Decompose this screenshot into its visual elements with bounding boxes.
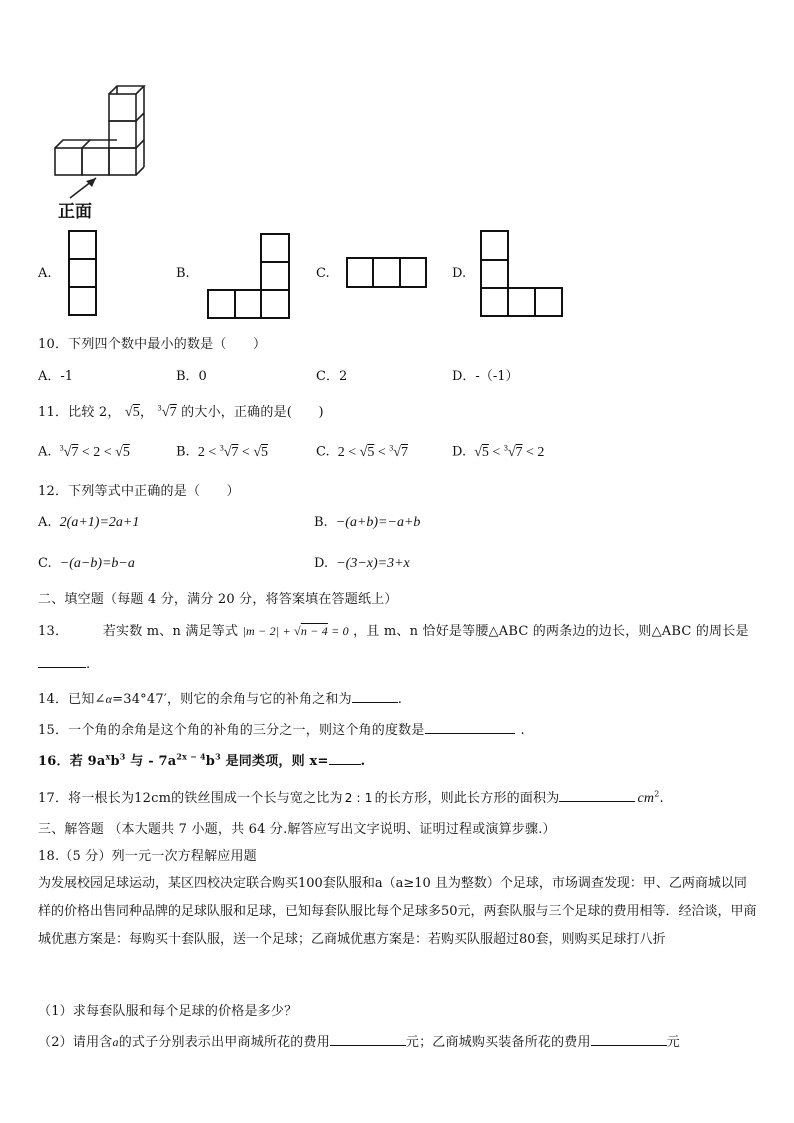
q12-option-d-label: D.	[314, 556, 329, 571]
q10-stem: 10．下列四个数中最小的数是（ ）	[38, 337, 267, 352]
q9-option-b-label: B.	[176, 266, 190, 281]
cube-stack-figure	[30, 80, 170, 225]
q10-option-d: D．-（-1）	[452, 369, 519, 384]
q18-sub2-text-d: 元	[666, 1035, 680, 1050]
q17-text-b: 的长方形，则此长方形的面积为	[374, 791, 560, 806]
q11-cbrt7: $^3$√7	[157, 403, 177, 420]
q9-option-a-label: A.	[38, 266, 52, 281]
q11-option-b-label: B.	[176, 444, 190, 460]
q16-line: 16．若 $9a^xb^3$ 与 - $7a^{2x - 4}b^3$ 是同类项，则 x= .	[38, 751, 366, 769]
q12-option-a-expr: 2(a+1)=2a+1	[59, 515, 140, 530]
q9-option-c-figure	[346, 257, 428, 289]
q16-text-d: b	[205, 754, 216, 769]
q14-answer-blank[interactable]	[352, 690, 398, 703]
q12-option-d-expr: −(3−x)=3+x	[336, 556, 410, 571]
q17-period: .	[659, 791, 664, 806]
q18-sub2-text-a: （2）请用含	[38, 1035, 113, 1050]
q12-option-d	[314, 556, 410, 572]
q12-option-b-expr: −(a+b)=−a+b	[335, 515, 421, 530]
q16-period: .	[360, 754, 366, 769]
q11-stem-prefix: 11．比较 2，	[38, 405, 121, 420]
q17-text-a: 17．将一根长为12cm的铁丝围成一个长与宽之比为	[38, 791, 343, 806]
q11-option-a-label: A.	[38, 444, 52, 460]
q11-option-d: D. √5 < $^3$√7 < 2	[452, 443, 545, 460]
q18-sub2-blank-a[interactable]	[330, 1033, 406, 1046]
q12-stem: 12．下列等式中正确的是（ ）	[38, 484, 240, 499]
q10-option-a: A．-1	[38, 369, 74, 384]
q18-title: 18.（5 分）列一元一次方程解应用题	[38, 849, 257, 864]
q12-option-b	[314, 515, 420, 531]
q14-line: 14．已知∠α=34°47′，则它的余角与它的补角之和为 .	[38, 692, 403, 707]
q13-text-a: 若实数 m、n 满足等式	[102, 624, 239, 639]
q9-option-c-label: C.	[316, 266, 330, 281]
q13-line	[38, 620, 749, 639]
section-3-heading: 三、解答题 （本大题共 7 小题，共 64 分.解答应写出文字说明、证明过程或演算步骤.）	[38, 822, 556, 837]
q16-text-c: 与 - 7a	[125, 754, 177, 769]
q18-body: 为发展校园足球运动，某区四校决定联合购买100套队服和a（a≥10 且为整数）个足球，市场调查发现：甲、乙两商城以同样的价格出售同种品牌的足球队服和足球，已知每套队服比每个足球多50元，两套队服与三个足球的费用相等．经洽谈，甲商城优惠方案是：每购买十套队服，送一个足球；乙商城优惠方案是：若购买队服超过80套，则购买足球打八折	[38, 876, 757, 947]
front-view-label: 正面	[58, 202, 92, 222]
q9-option-d-figure	[480, 230, 564, 318]
q16-text-a: 16．若 9a	[38, 754, 106, 769]
q14-text-b: =34°47′，则它的余角与它的补角之和为	[112, 692, 352, 707]
q9-option-b-figure	[207, 233, 291, 319]
q10-option-b: B．0	[176, 369, 207, 384]
q13-equation: |m − 2| + √n − 4 = 0	[242, 624, 349, 638]
q13-text-b: ，且 m、n 恰好是等腰△ABC 的两条边的边长，则△ABC 的周长是	[353, 624, 749, 639]
q11-stem: 11．比较 2， √5， $^3$√7 的大小，正确的是( )	[38, 403, 324, 420]
q12-option-c-expr: −(a−b)=b−a	[59, 556, 135, 571]
q18-sub2-blank-b[interactable]	[591, 1033, 667, 1046]
q13-answer-blank[interactable]	[38, 655, 86, 668]
q11-sqrt5: √5	[124, 405, 140, 420]
q13-period: .	[86, 657, 91, 672]
q17-answer-blank[interactable]	[559, 789, 635, 802]
q16-text-e: 是同类项，则 x=	[220, 754, 329, 769]
q17-unit: cm	[637, 791, 655, 806]
q15-line	[38, 719, 525, 738]
q11-stem-suffix: 的大小，正确的是( )	[181, 405, 324, 420]
q11-option-c-label: C.	[316, 444, 330, 460]
q11-option-a: A. $^3$√7 < 2 < √5	[38, 443, 130, 460]
q16-text-b: b	[110, 754, 120, 769]
q18-sub1: （1）求每套队服和每个足球的价格是多少？	[38, 1004, 298, 1019]
q15-text: 15．一个角的余角是这个角的补角的三分之一，则这个角的度数是	[38, 723, 425, 738]
q16-answer-blank[interactable]	[329, 752, 361, 765]
q13-number: 13．	[38, 624, 69, 639]
q11-option-c: C. 2 < √5 < $^3$√7	[316, 443, 408, 460]
q9-option-a-figure	[68, 230, 98, 316]
q9-option-d-label: D.	[452, 266, 467, 281]
q12-option-c-label: C.	[38, 556, 52, 571]
q11-option-d-label: D.	[452, 444, 467, 460]
q18-sub2-text-c: 元；乙商城购买装备所花的费用	[405, 1035, 591, 1050]
section-2-heading: 二、填空题（每题 4 分，满分 20 分，将答案填在答题纸上）	[38, 592, 398, 607]
q12-option-a-label: A.	[38, 515, 52, 530]
q12-option-a	[38, 515, 139, 531]
q14-period: .	[397, 692, 403, 707]
q12-option-c	[38, 556, 135, 572]
q17-line: 17．将一根长为12cm的铁丝围成一个长与宽之比为 2 : 1 的长方形，则此长方形的面积为 $cm^2$.	[38, 789, 664, 806]
q17-ratio: 2 : 1	[344, 791, 373, 805]
q18-sub2-text-b: 的式子分别表示出甲商城所花的费用	[118, 1035, 330, 1050]
q13-answer-line	[38, 655, 90, 672]
q10-option-c: C．2	[316, 369, 348, 384]
q14-text-a: 14．已知∠	[38, 692, 106, 707]
q18-sub2: （2）请用含a的式子分别表示出甲商城所花的费用 元；乙商城购买装备所花的费用 元	[38, 1035, 680, 1050]
q15-answer-blank[interactable]	[425, 721, 515, 734]
q15-period: .	[520, 723, 525, 738]
q12-option-b-label: B.	[314, 515, 328, 530]
q11-option-b: B. 2 < $^3$√7 < √5	[176, 443, 269, 460]
